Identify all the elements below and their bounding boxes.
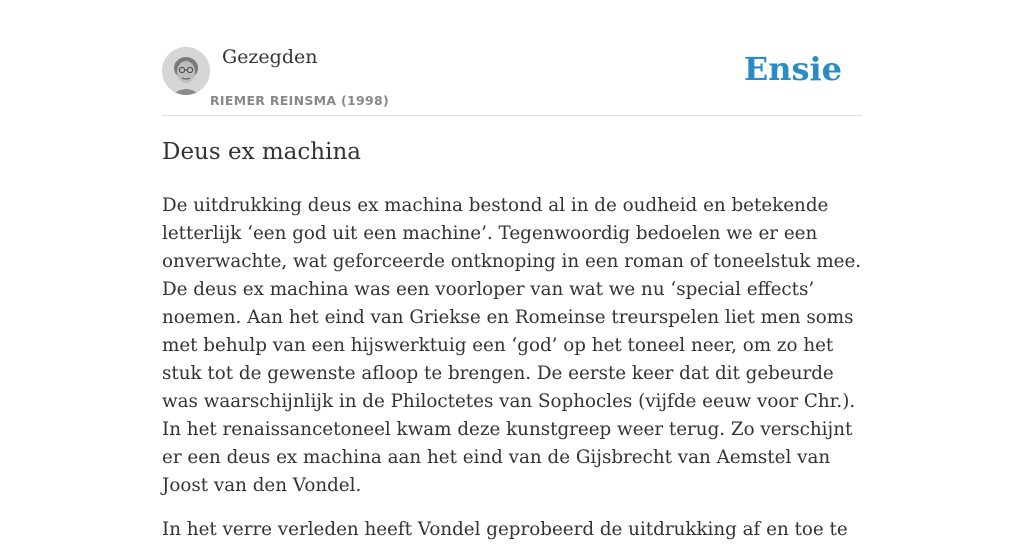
entry-title: Deus ex machina — [162, 139, 361, 165]
book-title[interactable]: Gezegden — [222, 46, 318, 68]
entry-paragraph: In het verre verleden heeft Vondel geprobeerd de uitdrukking af en toe te — [162, 519, 848, 540]
author-portrait-icon — [162, 47, 210, 95]
header — [162, 0, 862, 116]
page — [162, 0, 862, 540]
entry-paragraph: De uitdrukking deus ex machina bestond al in de oudheid en betekende letterlijk ‘een god uit een machine’. Tegenwoordig bedoelen we er een onverwachte, wat geforceerde ontknoping in een roman of toneelstuk mee. De deus ex machina was een voorloper van wat we nu ‘special effects’ noemen. Aan het eind van Griekse en Romeinse treurspelen liet men soms met behulp van een hijswerktuig een ‘god’ op het toneel neer, om zo het stuk tot de gewenste afloop te brengen. De eerste keer dat dit gebeurde was waarschijnlijk in de Philoctetes van Sophocles (vijfde eeuw voor Chr.). In het renaissancetoneel kwam deze kunstgreep weer terug. Zo verschijnt er een deus ex machina aan het eind van de Gijsbrecht van Aemstel van Joost van den Vondel. — [162, 195, 862, 496]
entry-body — [162, 192, 862, 560]
brand-logo-link[interactable]: Ensie — [743, 50, 842, 88]
source-credit: RIEMER REINSMA (1998) — [210, 93, 390, 108]
